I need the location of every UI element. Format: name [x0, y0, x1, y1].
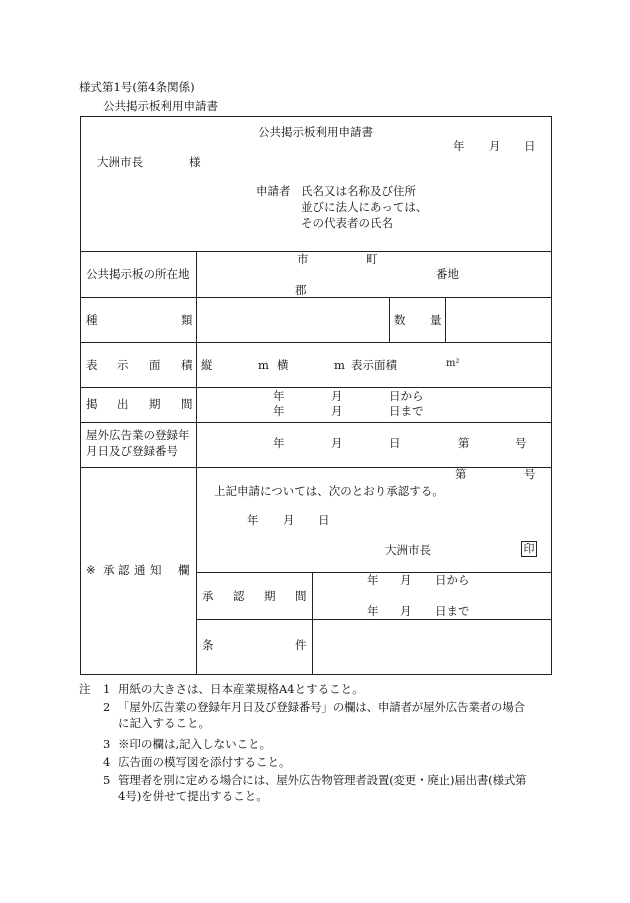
area-yoko: 横 — [277, 358, 289, 372]
area-m2: m — [334, 358, 345, 372]
note-line: ※印の欄は,記入しないこと。 — [118, 737, 272, 751]
approval-label-4: 通 — [134, 563, 146, 577]
applicant-label: 申請者 — [256, 184, 291, 198]
period-row2-year: 年 — [273, 404, 285, 418]
note-number: 2 — [103, 700, 111, 714]
kind-label-a: 種 — [86, 313, 98, 327]
period-label-2: 出 — [117, 397, 129, 411]
note-number: 1 — [103, 682, 111, 696]
approval-dai: 第 — [455, 467, 467, 481]
approval-period-label-4: 間 — [295, 589, 307, 603]
location-town: 町 — [366, 252, 378, 266]
note-number: 4 — [103, 755, 111, 769]
note-line: 用紙の大きさは、日本産業規格A4とすること。 — [118, 682, 364, 696]
approval-year: 年 — [247, 513, 259, 527]
approval-label-5: 知 — [150, 563, 162, 577]
approval-go: 号 — [524, 467, 536, 481]
area-label-1: 表 — [86, 358, 98, 372]
period-row1-month: 月 — [331, 389, 343, 403]
registration-day: 日 — [389, 436, 401, 450]
approval-text: 上記申請については、次のとおり承認する。 — [214, 484, 444, 498]
area-label-3: 面 — [149, 358, 161, 372]
note-line: 管理者を別に定める場合には、屋外広告物管理者設置(変更・廃止)届出書(様式第 — [118, 773, 527, 787]
registration-dai: 第 — [458, 436, 470, 450]
area-m1: m — [258, 358, 269, 372]
applicant-line3: その代表者の氏名 — [301, 216, 393, 230]
location-city: 市 — [297, 252, 309, 266]
seal-mark: 印 — [521, 541, 537, 557]
date-day: 日 — [524, 139, 536, 153]
note-line: 「屋外広告業の登録年月日及び登録番号」の欄は、申請者が屋外広告業者の場合 — [118, 700, 525, 714]
kind-label-b: 類 — [181, 313, 193, 327]
approval-period-day1: 日から — [435, 573, 470, 587]
approval-period-label-3: 期 — [264, 589, 276, 603]
approval-label-1: ※ — [86, 563, 96, 577]
approval-label-3: 認 — [118, 563, 130, 577]
area-sqm: m² — [446, 358, 460, 369]
area-tate: 縦 — [201, 358, 213, 372]
approval-period-label-2: 認 — [233, 589, 245, 603]
approval-mayor: 大洲市長 — [385, 543, 431, 557]
area-label-2: 示 — [117, 358, 129, 372]
period-row1-day: 日から — [389, 389, 424, 403]
addressee-suffix: 様 — [189, 155, 201, 169]
location-label: 公共掲示板の所在地 — [86, 267, 190, 281]
date-month: 月 — [489, 139, 501, 153]
period-row1-year: 年 — [273, 389, 285, 403]
addressee: 大洲市長 — [97, 155, 143, 169]
approval-month: 月 — [283, 513, 295, 527]
date-year: 年 — [453, 139, 465, 153]
form-title: 公共掲示板利用申請書 — [103, 99, 218, 113]
approval-period-year2: 年 — [367, 604, 379, 618]
registration-label-line2: 月日及び登録番号 — [86, 444, 178, 458]
qty-label-b: 量 — [430, 313, 442, 327]
condition-label-a: 条 — [202, 638, 214, 652]
registration-label-line1: 屋外広告業の登録年 — [86, 428, 190, 442]
note-number: 3 — [103, 737, 111, 751]
area-label-4: 積 — [181, 358, 193, 372]
note-line-cont: に記入すること。 — [118, 716, 210, 730]
condition-label-b: 件 — [295, 638, 307, 652]
approval-label-6: 欄 — [178, 563, 190, 577]
approval-period-year1: 年 — [367, 573, 379, 587]
area-display-label: 表示面積 — [351, 358, 397, 372]
applicant-line1: 氏名又は名称及び住所 — [301, 184, 416, 198]
note-line-cont: 4号)を併せて提出すること。 — [118, 789, 268, 803]
notes-prefix: 注 — [79, 682, 91, 696]
application-title: 公共掲示板利用申請書 — [258, 125, 373, 139]
location-banchi: 番地 — [436, 267, 459, 281]
approval-period-month1: 月 — [400, 573, 412, 587]
qty-label-a: 数 — [394, 313, 406, 327]
approval-period-month2: 月 — [400, 604, 412, 618]
period-label-3: 期 — [149, 397, 161, 411]
period-row2-month: 月 — [331, 404, 343, 418]
period-row2-day: 日まで — [389, 404, 424, 418]
registration-go: 号 — [515, 436, 527, 450]
period-label-4: 間 — [181, 397, 193, 411]
note-line: 広告面の模写図を添付すること。 — [118, 755, 291, 769]
note-number: 5 — [103, 773, 111, 787]
location-gun: 郡 — [295, 283, 307, 297]
form-number: 様式第1号(第4条関係) — [79, 80, 195, 94]
registration-month: 月 — [331, 436, 343, 450]
approval-period-label-1: 承 — [202, 589, 214, 603]
approval-label-2: 承 — [103, 563, 115, 577]
approval-period-day2: 日まで — [435, 604, 470, 618]
registration-year: 年 — [273, 436, 285, 450]
approval-day: 日 — [318, 513, 330, 527]
period-label-1: 掲 — [86, 397, 98, 411]
applicant-line2: 並びに法人にあっては、 — [301, 200, 428, 214]
